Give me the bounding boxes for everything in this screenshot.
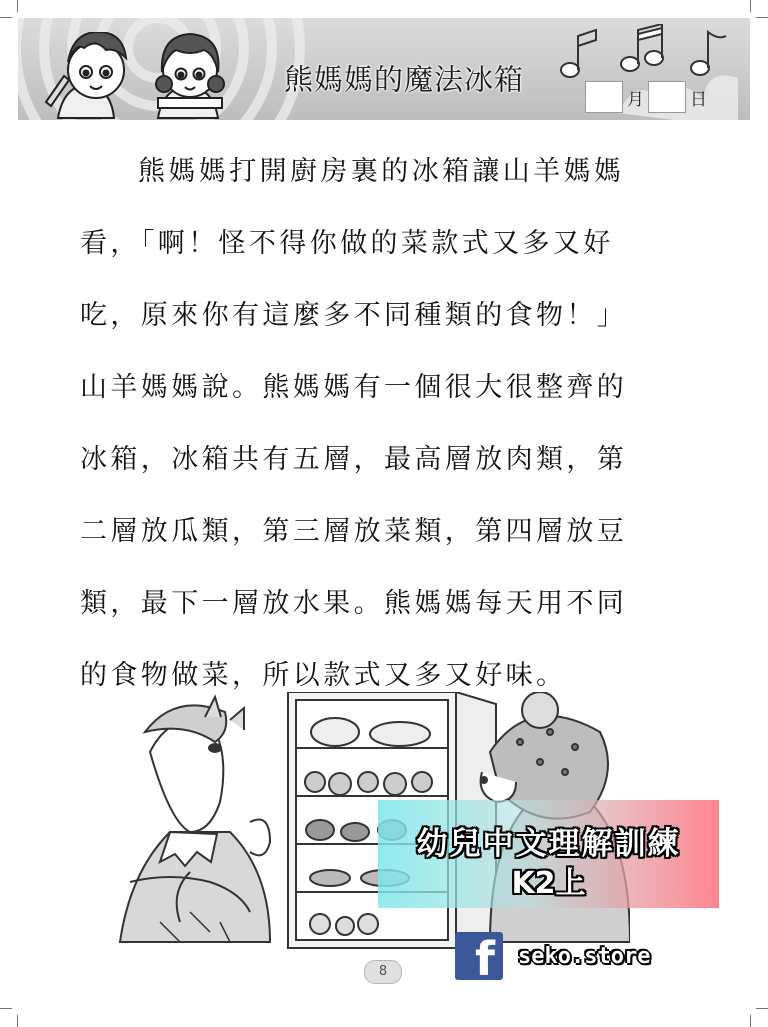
story-line: 二層放瓜類，第三層放菜類，第四層放豆: [80, 516, 628, 547]
story-line: 熊媽媽打開廚房裏的冰箱讓山羊媽媽: [138, 156, 625, 187]
crop-mark: [756, 17, 768, 18]
day-label: 日: [690, 89, 707, 110]
page-number: 8: [364, 960, 402, 984]
promo-title: 幼兒中文理解訓練: [416, 826, 681, 862]
promo-subtitle: K2上: [511, 866, 586, 901]
page-title: 熊媽媽的魔法冰箱: [284, 62, 525, 97]
month-input-box[interactable]: [585, 81, 623, 113]
story-line: 吃，原來你有這麼多不同種類的食物！」: [80, 300, 628, 331]
date-field: [585, 80, 711, 114]
crop-mark: [750, 1015, 751, 1027]
music-notes-icon: [558, 24, 738, 84]
story-text: [80, 136, 700, 712]
story-line: 的食物做菜，所以款式又多又好味。: [80, 660, 567, 691]
crop-mark: [0, 1008, 12, 1009]
two-children-icon: [38, 32, 248, 120]
facebook-icon[interactable]: [455, 932, 503, 986]
facebook-glyph: f: [474, 932, 495, 986]
day-input-box[interactable]: [648, 81, 686, 113]
store-link[interactable]: seko.store: [518, 944, 651, 969]
header-banner: [18, 18, 750, 120]
story-line: 類，最下一層放水果。熊媽媽每天用不同: [80, 588, 628, 619]
month-label: 月: [627, 89, 644, 110]
crop-mark: [756, 1008, 768, 1009]
crop-mark: [0, 17, 12, 18]
story-line: 冰箱，冰箱共有五層，最高層放肉類，第: [80, 444, 628, 475]
story-line: 山羊媽媽說。熊媽媽有一個很大很整齊的: [80, 372, 628, 403]
promo-banner: [378, 800, 719, 908]
story-line: 看，「啊！怪不得你做的菜款式又多又好: [80, 228, 614, 259]
crop-mark: [17, 0, 18, 12]
crop-mark: [17, 1015, 18, 1027]
crop-mark: [750, 0, 751, 12]
